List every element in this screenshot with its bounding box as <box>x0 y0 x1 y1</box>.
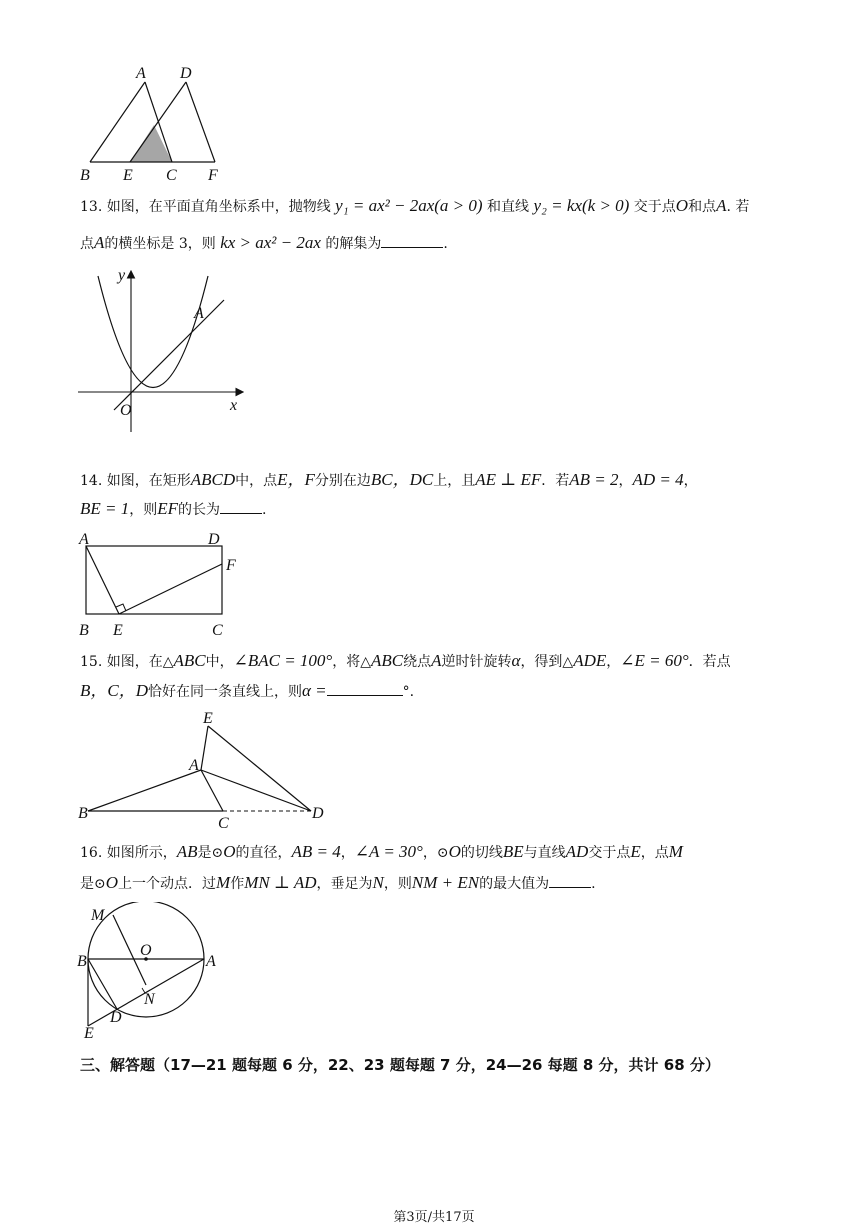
text: 与直线 <box>523 845 566 861</box>
math-points: E，F <box>277 470 315 489</box>
text: 的直径， <box>235 845 292 861</box>
figure-q15 <box>74 708 334 832</box>
label-d: D <box>312 805 324 822</box>
math-m: M <box>216 873 231 892</box>
math-m: M <box>668 842 683 861</box>
label-o: O <box>140 942 152 959</box>
text: ．若点 <box>688 654 731 670</box>
q16-line2 <box>80 873 596 894</box>
math-ef: EF <box>157 499 179 518</box>
math-o: O <box>105 873 119 892</box>
text: 是⊙ <box>80 876 106 892</box>
text: . 若 <box>726 199 750 215</box>
label-b: B <box>80 167 90 184</box>
text: 交于点 <box>588 845 631 861</box>
math-angle: ∠BAC = 100° <box>233 651 333 670</box>
math-sum: NM + EN <box>411 873 480 892</box>
text: 是⊙ <box>197 845 224 861</box>
text: ， <box>618 473 633 489</box>
figure-q12 <box>78 62 238 184</box>
q13-line2 <box>80 233 448 254</box>
text: 的长为 <box>178 502 221 518</box>
label-b: B <box>79 622 89 639</box>
text: ⊙ <box>436 845 449 861</box>
math-n: N <box>372 873 384 892</box>
label-d: D <box>110 1009 122 1026</box>
math-alpha: α <box>511 651 521 670</box>
text: 和直线 <box>487 199 530 215</box>
text: 的切线 <box>460 845 503 861</box>
text: 的最大值为 <box>479 876 550 892</box>
math-be: BE <box>502 842 524 861</box>
label-d: D <box>208 531 220 548</box>
text: 交于点 <box>633 199 676 215</box>
text: 的横坐标是 3，则 <box>104 236 216 252</box>
text: ，则 <box>129 502 158 518</box>
q15-line2 <box>80 681 414 702</box>
q14-line2 <box>80 499 266 520</box>
text: 逆时针旋转 <box>441 654 512 670</box>
math-parabola: y₁ = ax² − 2ax(a > 0) <box>335 196 483 215</box>
q14-line1 <box>80 470 698 491</box>
text: ，则 <box>383 876 412 892</box>
label-y: y <box>118 267 126 284</box>
label-b: B <box>77 953 87 970</box>
math-point: A <box>94 233 105 252</box>
label-a: A <box>189 757 199 774</box>
math-be: BE = 1 <box>80 499 130 518</box>
math-ab: AB = 2 <box>569 470 619 489</box>
figure-q16 <box>74 902 244 1042</box>
math-angle: ∠E = 60° <box>620 651 689 670</box>
label-e: E <box>84 1025 94 1042</box>
label-f: F <box>208 167 218 184</box>
text: ， <box>683 473 698 489</box>
math-ab: AB = 4 <box>291 842 341 861</box>
label-n: N <box>144 991 155 1008</box>
label-a: A <box>79 531 89 548</box>
label-e: E <box>113 622 123 639</box>
answer-blank[interactable] <box>549 873 591 888</box>
q13-line1 <box>80 196 749 217</box>
math-points: B，C，D <box>80 681 148 700</box>
text: 上一个动点．过 <box>118 876 217 892</box>
text: . <box>591 876 596 892</box>
math-inequality: kx > ax² − 2ax <box>220 233 321 252</box>
math-ad: AD = 4 <box>632 470 684 489</box>
section-title: 三、解答题（17—21 题每题 6 分，22、23 题每题 7 分，24—26 每题 8 分，共计 68 分） <box>80 1056 720 1074</box>
text: ， <box>422 845 437 861</box>
text: . <box>262 502 267 518</box>
figure-q13 <box>74 264 254 434</box>
math-line: y₂ = kx(k > 0) <box>533 196 630 215</box>
label-e: E <box>123 167 133 184</box>
label-a: A <box>194 305 204 322</box>
label-f: F <box>226 557 236 574</box>
text: 中， <box>205 654 234 670</box>
text: 中，点 <box>235 473 278 489</box>
math-abc: ABC <box>371 651 404 670</box>
text: ，点 <box>640 845 669 861</box>
math-sides: BC，DC <box>370 470 434 489</box>
math-ad: AD <box>565 842 589 861</box>
answer-blank[interactable] <box>220 499 262 514</box>
label-e: E <box>203 710 213 727</box>
text: 13. 如图，在平面直角坐标系中，抛物线 <box>80 199 331 215</box>
math-abc: ABC <box>173 651 206 670</box>
text: ，将△ <box>332 654 371 670</box>
label-a: A <box>136 65 146 82</box>
math-o: O <box>223 842 236 861</box>
math-ab: AB <box>176 842 198 861</box>
label-x: x <box>230 397 238 414</box>
text: ．若 <box>541 473 570 489</box>
math-rect: ABCD <box>190 470 236 489</box>
text: . <box>409 684 415 700</box>
math-alpha: α = <box>302 681 327 700</box>
math-point: A <box>716 196 727 215</box>
text: . <box>443 236 448 252</box>
label-o: O <box>120 402 132 419</box>
text: 恰好在同一条直线上，则 <box>148 684 302 700</box>
label-d: D <box>180 65 192 82</box>
text: ，垂足为 <box>316 876 373 892</box>
label-c: C <box>212 622 223 639</box>
text: ，得到△ <box>520 654 574 670</box>
label-c: C <box>166 167 177 184</box>
math-point: A <box>431 651 442 670</box>
text: 作 <box>230 876 245 892</box>
text: 点 <box>80 236 94 252</box>
math-o: O <box>448 842 461 861</box>
text: ° <box>402 684 410 700</box>
label-a: A <box>206 953 216 970</box>
text: 和点 <box>688 199 717 215</box>
figure-q14 <box>74 528 254 642</box>
text: 绕点 <box>403 654 432 670</box>
math-ade: ADE <box>573 651 607 670</box>
math-point: O <box>675 196 689 215</box>
math-e: E <box>630 842 641 861</box>
label-b: B <box>78 805 88 822</box>
label-m: M <box>91 907 105 924</box>
answer-blank[interactable] <box>381 233 443 248</box>
text: 16. 如图所示， <box>80 845 177 861</box>
text: 的解集为 <box>325 236 382 252</box>
text: 分别在边 <box>314 473 371 489</box>
text: 14. 如图，在矩形 <box>80 473 191 489</box>
math-perp: AE ⊥ EF <box>475 470 542 489</box>
label-c: C <box>218 815 229 832</box>
q16-line1 <box>80 842 683 863</box>
math-perp: MN ⊥ AD <box>244 873 317 892</box>
page-number: 第3页/共17页 <box>393 1210 475 1225</box>
text: 15. 如图，在△ <box>80 654 174 670</box>
math-angle: ∠A = 30° <box>354 842 423 861</box>
answer-blank[interactable] <box>327 681 403 696</box>
q15-line1 <box>80 651 731 672</box>
text: 上，且 <box>433 473 476 489</box>
text: ， <box>340 845 355 861</box>
text: ， <box>606 654 621 670</box>
